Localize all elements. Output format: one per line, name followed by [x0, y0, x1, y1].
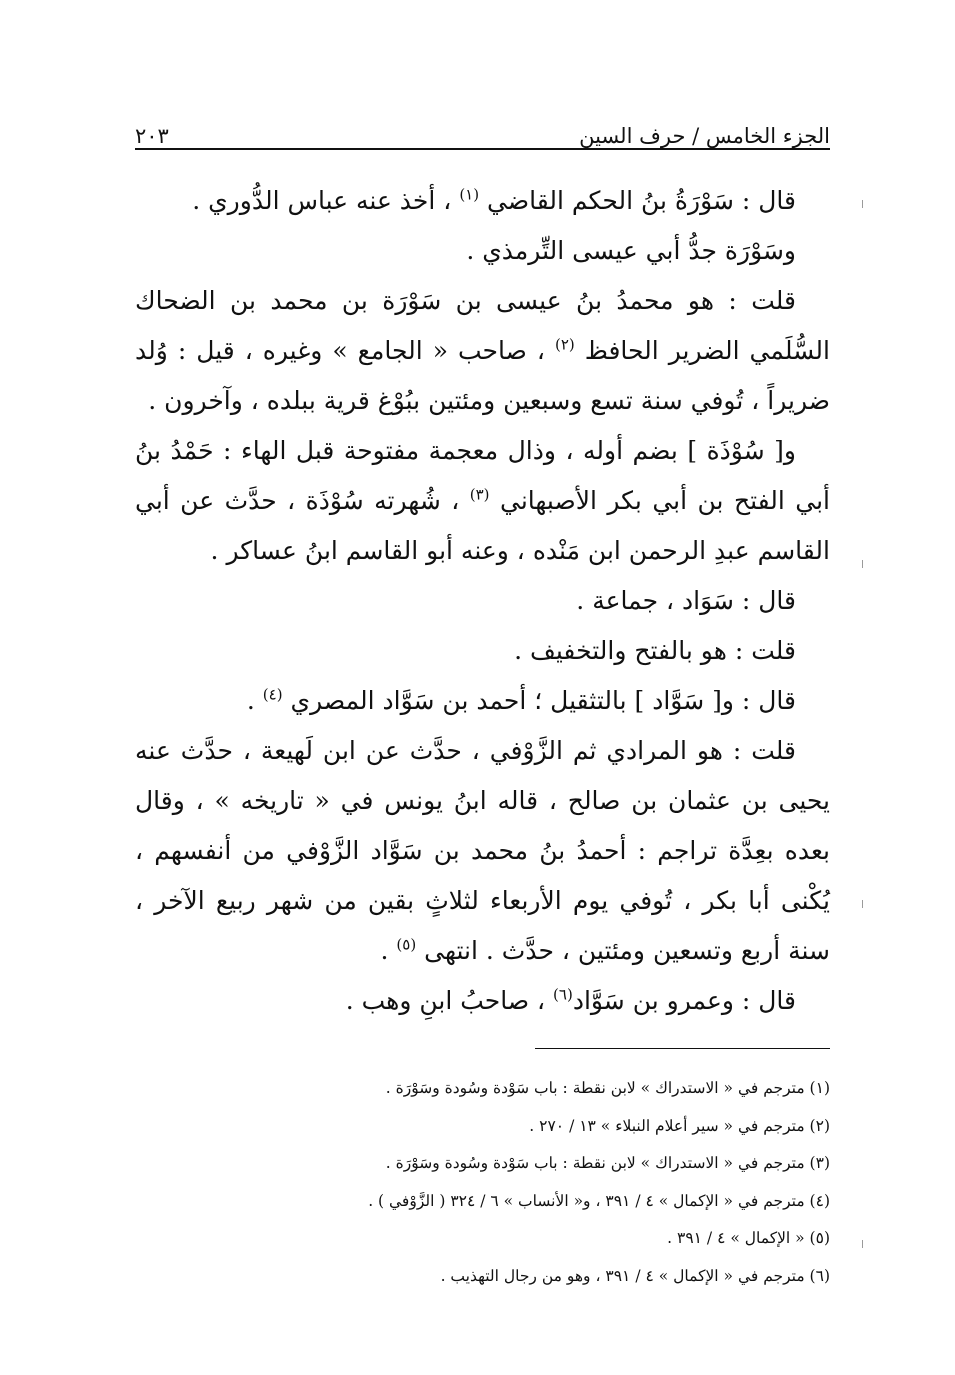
footnote-5: (٥) « الإكمال » ٤ / ٣٩١ . [667, 1229, 830, 1247]
footnote-2: (٢) مترجم في « سير أعلام النبلاء » ١٣ / ٢٧٠ . [529, 1116, 830, 1135]
paragraph-tirmidhi: قلت : هو محمدُ بنُ عيسى بن سَوْرَة بن محمد بن الضحاك السُّلَمي الضرير الحافظ $^{(٢)}$ ، صاحب « الجامع » وغيره ، قيل : وُلد ضريراً ، تُوفي سنة تسع وسبعين ومئتين ببُوْغ قرية ببلده ، وآخرون . [135, 286, 830, 415]
page-header [135, 108, 830, 148]
footnote-3: (٣) مترجم في « الاستدراك » لابن نقطة : باب سَوْدة وسُودة وسَوْرَة . [385, 1154, 830, 1172]
paragraph-sawad-fath: قلت : هو بالفتح والتخفيف . [514, 636, 796, 665]
footnote-ref-5[interactable]: (٥) [396, 935, 417, 954]
footnote-ref-1[interactable]: (١) [459, 185, 480, 204]
scan-margin-mark [862, 200, 863, 208]
main-text [135, 176, 830, 1026]
footnote-ref-2[interactable]: (٢) [554, 335, 575, 354]
page-number: ٢٠٣ [135, 124, 169, 148]
footnote-4: (٤) مترجم في « الإكمال » ٤ / ٣٩١ ، و« الأنساب » ٦ / ٣٢٤ ( الزَّوْفي ) . [368, 1191, 830, 1210]
paragraph-sawwad-misri: قال : و[ سَوَّاد ] بالتثقيل ؛ أحمد بن سَوَّاد المصري $^{(٤)}$ . [246, 685, 796, 715]
footnote-1: (١) مترجم في « الاستدراك » لابن نقطة : باب سَوْدة وسُودة وسَوْرَة . [385, 1079, 830, 1097]
scan-margin-mark [862, 900, 863, 908]
footnote-ref-3[interactable]: (٣) [469, 485, 490, 504]
footnote-separator [535, 1048, 830, 1049]
footnote-ref-6[interactable]: (٦) [553, 985, 573, 1004]
paragraph-sudha: و[ سُوْذَة ] بضم أوله ، وذال معجمة مفتوحة قبل الهاء : حَمْدُ بنُ أبي الفتح بن أبي بكر الأصبهاني $^{(٣)}$ ، شُهرته سُوْذَة ، حدَّث عن أبي القاسم عبدِ الرحمن ابن مَنْده ، وعنه أبو القاسم ابنُ عساكر . [135, 436, 831, 565]
paragraph-amr-sawwad: قال : وعمرو بن سَوَّاد$^{(٦)}$ ، صاحبُ ابنِ وهب . [345, 985, 796, 1015]
scan-margin-mark [862, 560, 863, 568]
footnotes [300, 1070, 830, 1295]
paragraph-tirmidhi-grandfather: وسَوْرَة جدُّ أبي عيسى التِّرمذي . [466, 236, 796, 265]
paragraph-sawra-qadi: قال : سَوْرَةُ بنُ الحكم القاضي $^{(١)}$ ، أخذ عنه عباس الدُّوري . [192, 185, 796, 215]
paragraph-sawad: قال : سَوَاد ، جماعة . [576, 586, 796, 615]
footnote-ref-4[interactable]: (٤) [262, 685, 283, 704]
paragraph-muradi-zawfi: قلت : هو المرادي ثم الزَّوْفي ، حدَّث عن ابن لَهيعة ، حدَّث عنه يحيى بن عثمان بن صالح ، قاله ابنُ يونس في « تاريخه » ، وقال بعده بعِدَّة تراجم : أحمدُ بنُ محمد بن سَوَّاد الزَّوْفي من أنفسهم ، يُكْنى أبا بكر ، تُوفي يوم الأربعاء لثلاثٍ بقين من شهر ربيع الآخر ، سنة أربع وتسعين ومئتين ، حدَّث . انتهى $^{(٥)}$ . [135, 736, 830, 965]
header-rule [135, 148, 830, 150]
footnote-6: (٦) مترجم في « الإكمال » ٤ / ٣٩١ ، وهو من رجال التهذيب . [440, 1266, 830, 1285]
scan-margin-mark [862, 1240, 863, 1248]
running-title: الجزء الخامس / حرف السين [579, 124, 830, 148]
